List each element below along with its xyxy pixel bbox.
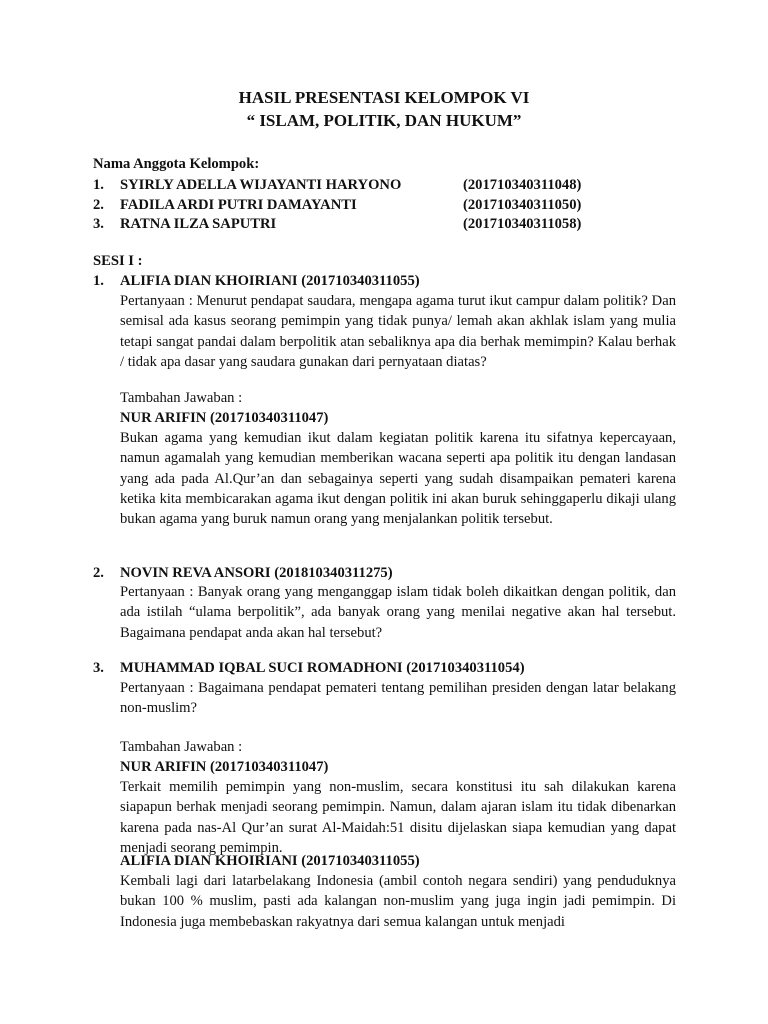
member-number: 2. [93,197,104,213]
member-name: SYIRLY ADELLA WIJAYANTI HARYONO [120,177,402,193]
member-nim: (201710340311048) [463,177,582,193]
answerer-name: NUR ARIFIN (201710340311047) [120,759,329,775]
title-line-2: “ ISLAM, POLITIK, DAN HUKUM” [246,111,522,130]
questioner-name: NOVIN REVA ANSORI (201810340311275) [120,565,393,581]
member-name: FADILA ARDI PUTRI DAMAYANTI [120,197,357,213]
question-number: 3. [93,660,104,676]
answerer-name: NUR ARIFIN (201710340311047) [120,410,329,426]
member-name: RATNA ILZA SAPUTRI [120,216,277,232]
questioner-name: MUHAMMAD IQBAL SUCI ROMADHONI (201710340311054) [120,660,525,676]
questioner-name: ALIFIA DIAN KHOIRIANI (201710340311055) [120,273,420,289]
addition-label: Tambahan Jawaban : [120,739,243,755]
member-nim: (201710340311058) [463,216,582,232]
question-text: Pertanyaan : Bagaimana pendapat pemateri tentang pemilihan presiden dengan latar belakang non-muslim? [120,680,676,717]
session-heading: SESI I : [93,253,143,269]
addition-label: Tambahan Jawaban : [120,390,243,406]
document-title [0,86,768,132]
member-number: 1. [93,177,104,193]
members-heading: Nama Anggota Kelompok: [93,156,260,172]
member-number: 3. [93,216,104,232]
question-number: 1. [93,273,104,289]
question-text: Pertanyaan : Menurut pendapat saudara, mengapa agama turut ikut campur dalam politik? Dan semisal ada kasus seorang pemimpin yang tidak punya/ lemah akan akhlak islam yang mulia tetapi sangat pandai dalam berpolitik atan sebaliknya apa dia berhak memimpin? Kalau berhak / tidak apa dasar yang saudara gunakan dari pernyataan diatas? [120,293,676,370]
answerer-name: ALIFIA DIAN KHOIRIANI (201710340311055) [120,853,420,869]
answer-text: Bukan agama yang kemudian ikut dalam kegiatan politik karena itu sifatnya kepercayaan, namun agamalah yang kemudian memberikan wacana seperti apa politik itu dengan landasan yang ada pada Al.Qur’an dan sebagainya seperti yang sudah disampaikan pemateri karena ketika kita membicarakan agama ikut dengan politik ini akan buruk sehinggaperlu dikaji ulang bukan agama yang buruk namun orang yang menjalankan politik tersebut. [120,430,676,528]
title-line-1: HASIL PRESENTASI KELOMPOK VI [238,88,530,107]
answer-text: Terkait memilih pemimpin yang non-muslim, secara konstitusi itu sah dilakukan karena siapapun berhak menjadi seorang pemimpin. Namun, dalam ajaran islam itu tidak dibenarkan karena pada nas-Al Qur’an surat Al-Maidah:51 disitu dijelaskan siapa kemudian yang dapat menjadi seorang pemimpin. [120,779,676,856]
answer-text: Kembali lagi dari latarbelakang Indonesia (ambil contoh negara sendiri) yang penduduknya bukan 100 % muslim, pasti ada kalangan non-muslim yang juga ingin jadi pemimpin. Di Indonesia juga membebaskan rakyatnya dari semua kalangan untuk menjadi [120,873,676,930]
question-number: 2. [93,565,104,581]
member-nim: (201710340311050) [463,197,582,213]
question-text: Pertanyaan : Banyak orang yang menganggap islam tidak boleh dikaitkan dengan politik, dan ada istilah “ulama berpolitik”, ada banyak orang yang menilai negative akan hal tersebut. Bagaimana pendapat anda akan hal tersebut? [120,584,676,641]
